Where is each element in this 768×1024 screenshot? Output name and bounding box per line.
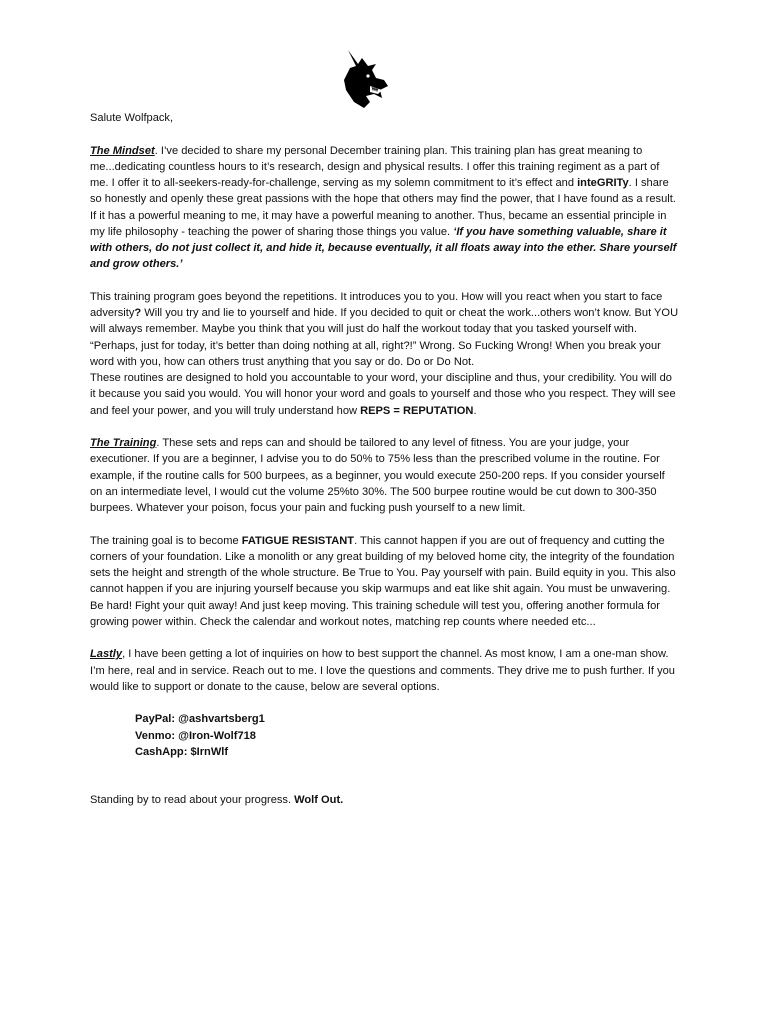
mindset-text-a: . I’ve decided to share my personal December training plan. This training plan has great meaning to me...dedicating countless hours to it’s research, design and physical results. I offer this training regiment as a part of me. I offer it to all-seekers-ready-for-challenge, serving as my solemn commitment to it’s effect and [90, 144, 660, 189]
goal-paragraph [90, 533, 680, 631]
program-text-b: Will you try and lie to yourself and hide. If you decided to quit or cheat the work...others won’t know. But YOU will always remember. Maybe you think that you will just do half the workout today that you tasked yourself with. “Perhaps, just for today, it’s better than doing nothing at all, right?!” Wrong. So Fucking Wrong! When you break your word with you, how can others trust anything that you say or do. Do or Do Not. [90, 307, 679, 368]
letter-body [90, 110, 680, 808]
program-text-c: These routines are designed to hold you accountable to your word, your discipline and thus, your credibility. You will do it because you said you would. You will honor your word and goals to yourself and those who you respect. They will see and feel your power, and you will truly understand how [90, 372, 676, 417]
mindset-text-b: . I share so honestly and openly these great passions with the hope that others may find the power, that I have found as a result. If it has a powerful meaning to me, it may have a powerful meaning to another. Thus, became an essential principle in my life philosophy - teaching the power of sharing those things you value. [90, 177, 676, 238]
lastly-text: , I have been getting a lot of inquiries on how to best support the channel. As most know, I am a one-man show. I’m here, real and in service. Reach out to me. I love the questions and comments. They drive me to push further. If you would like to support or donate to the cause, below are several options. [90, 648, 675, 693]
training-text: . These sets and reps can and should be tailored to any level of fitness. You are your judge, your executioner. If you are a beginner, I advise you to do 50% to 75% less than the prescribed volume in the routine. For example, if the routine calls for 500 burpees, as a beginner, you would execute 250-200 reps. If you consider yourself on an intermediate level, I would cut the volume 25%to 30%. The 500 burpee routine would be cut down to 300-350 burpees. Whatever your poison, focus your pain and fucking push yourself to a new limit. [90, 437, 665, 514]
venmo-handle: Venmo: @Iron-Wolf718 [135, 729, 256, 742]
signoff: Wolf Out. [294, 794, 344, 806]
mindset-heading: The Mindset [90, 144, 155, 157]
closing-line [90, 792, 680, 808]
training-heading: The Training [90, 437, 157, 449]
goal-text-a: The training goal is to become [90, 534, 242, 547]
integrity-word: inteGRITy [577, 177, 629, 189]
program-question-mark: ? [134, 307, 142, 319]
mindset-quote: ‘If you have something valuable, share it with others, do not just collect it, and hide it, because eventually, it all floats away into the ether. Share yourself and grow others.’ [90, 225, 677, 271]
lastly-paragraph [90, 646, 680, 695]
reps-reputation: REPS = REPUTATION [360, 404, 474, 417]
closing-text: Standing by to read about your progress. [90, 794, 295, 806]
mindset-paragraph [90, 143, 680, 273]
paypal-handle: PayPal: @ashvartsberg1 [135, 713, 265, 726]
training-paragraph [90, 435, 680, 516]
greeting: Salute Wolfpack, [90, 112, 174, 124]
goal-text-b: . This cannot happen if you are out of frequency and cutting the corners of your foundation. Like a monolith or any great building of my beloved home city, the integrity of the foundation sets the height and strength of the whole structure. Be True to You. Pay yourself with pain. Build equity in you. This also cannot happen if you are injuring yourself because you skip warmups and eat like shit again. You must be unwavering. Be hard! Fight your quit away! And just keep moving. This training schedule will test you, offering another formula for growing power within. Check the calendar and workout notes, matching rep counts where needed etc... [90, 534, 676, 628]
routines-paragraph [90, 370, 680, 419]
fatigue-resistant: FATIGUE RESISTANT [241, 534, 355, 547]
program-paragraph [90, 289, 680, 370]
program-text-d: . [473, 404, 477, 417]
wolf-head-icon [330, 46, 394, 110]
program-text-a: This training program goes beyond the repetitions. It introduces you to you. How will you react when you start to face adversity [90, 290, 663, 319]
cashapp-handle: CashApp: $IrnWlf [135, 745, 229, 758]
lastly-heading: Lastly [90, 648, 123, 661]
